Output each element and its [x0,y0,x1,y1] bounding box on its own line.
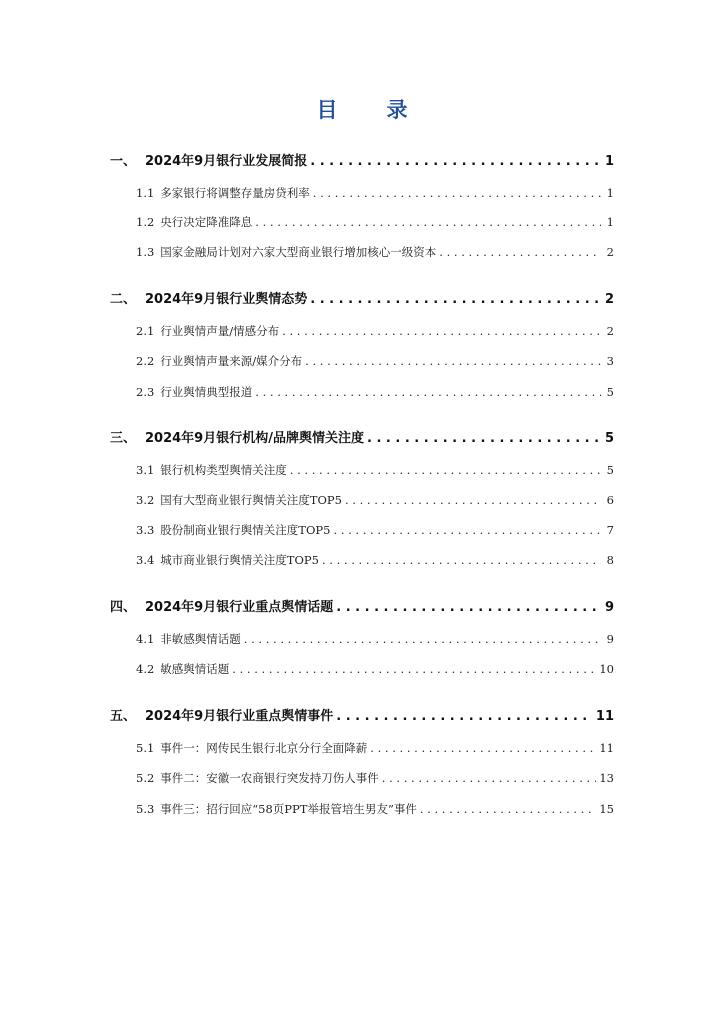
toc-section-number: 三、 [110,431,137,446]
toc-item-title: 多家银行将调整存量房贷利率 [160,186,310,200]
dot-leader [336,709,593,724]
dot-leader [305,354,601,368]
toc-item-title: 事件三：招行回应“58页PPT举报管培生男友”事件 [160,802,417,816]
dot-leader [255,215,601,229]
toc-page-number: 11 [595,709,614,724]
toc-item-number: 3.3 [136,523,155,537]
toc-item-4-2[interactable] [136,661,614,677]
toc-page-number: 11 [599,741,614,755]
toc-page-number: 9 [604,600,614,615]
toc-item-title: 敏感舆情话题 [160,662,230,676]
toc-item-5-1[interactable] [136,740,614,756]
toc-page-number: 9 [606,632,614,646]
toc-item-number: 3.2 [136,493,155,507]
toc-section-title: 2024年9月银行业发展简报 [145,154,308,169]
toc-page-number: 5 [606,385,614,399]
toc-item-number: 1.1 [136,186,155,200]
toc-item-title: 国有大型商业银行舆情关注度TOP5 [160,493,342,507]
toc-item-3-3[interactable] [136,522,614,538]
dot-leader [232,662,596,676]
toc-item-title: 非敏感舆情话题 [160,632,241,646]
dot-leader [290,463,601,477]
toc-item-number: 5.2 [136,771,155,785]
dot-leader [244,632,601,646]
dot-leader [255,385,601,399]
toc-page-number: 7 [606,523,614,537]
dot-leader [420,802,597,816]
toc-item-title: 行业舆情声量/情感分布 [160,324,280,338]
toc-item-title: 股份制商业银行舆情关注度TOP5 [160,523,331,537]
toc-item-number: 2.1 [136,324,155,338]
toc-item-2-2[interactable] [136,353,614,369]
dot-leader [382,771,597,785]
dot-leader [333,523,601,537]
toc-item-number: 2.3 [136,385,155,399]
toc-page-number: 3 [606,354,614,368]
toc-item-number: 3.4 [136,553,155,567]
dot-leader [345,493,601,507]
dot-leader [336,600,601,615]
dot-leader [322,553,601,567]
toc-item-2-3[interactable] [136,384,614,400]
toc-item-number: 5.3 [136,802,155,816]
page-title: 目 录 [316,98,422,122]
toc-item-title: 行业舆情声量来源/媒介分布 [160,354,303,368]
toc-item-5-3[interactable] [136,801,614,817]
toc-item-1-1[interactable] [136,185,614,201]
toc-page-number: 2 [606,324,614,338]
toc-item-4-1[interactable] [136,631,614,647]
toc-item-title: 国家金融局计划对六家大型商业银行增加核心一级资本 [160,245,437,259]
toc-page-number: 2 [606,245,614,259]
toc-item-3-2[interactable] [136,492,614,508]
toc-page-number: 15 [599,802,614,816]
toc-page-number: 13 [599,771,614,785]
toc-section-2[interactable] [110,288,614,307]
toc-item-number: 1.3 [136,245,155,259]
toc-page-number: 5 [604,431,614,446]
dot-leader [310,292,601,307]
toc-section-4[interactable] [110,596,614,615]
dot-leader [370,741,596,755]
toc-section-number: 一、 [110,154,137,169]
toc-item-2-1[interactable] [136,323,614,339]
toc-page-number: 2 [604,292,614,307]
toc-page-number: 1 [604,154,614,169]
toc-section-number: 二、 [110,292,137,307]
toc-item-number: 1.2 [136,215,155,229]
toc-item-title: 城市商业银行舆情关注度TOP5 [160,553,319,567]
toc-section-title: 2024年9月银行机构/品牌舆情关注度 [145,431,364,446]
dot-leader [439,245,601,259]
toc-item-number: 5.1 [136,741,155,755]
toc-item-number: 4.1 [136,632,155,646]
toc-item-3-4[interactable] [136,552,614,568]
toc-page-number: 5 [606,463,614,477]
toc-item-title: 央行决定降准降息 [160,215,253,229]
toc-item-title: 事件二：安徽一农商银行突发持刀伤人事件 [160,771,379,785]
toc-page-number: 1 [606,215,614,229]
dot-leader [313,186,601,200]
toc-item-title: 事件一：网传民生银行北京分行全面降薪 [160,741,368,755]
toc-item-number: 4.2 [136,662,155,676]
toc-page-number: 6 [606,493,614,507]
toc-item-title: 行业舆情典型报道 [160,385,253,399]
toc-section-1[interactable] [110,150,614,169]
toc-page-number: 10 [599,662,614,676]
toc-item-number: 3.1 [136,463,155,477]
toc-item-title: 银行机构类型舆情关注度 [160,463,287,477]
toc-item-3-1[interactable] [136,462,614,478]
toc-section-number: 五、 [110,709,137,724]
toc-item-1-2[interactable] [136,214,614,230]
toc-section-5[interactable] [110,705,614,724]
dot-leader [310,154,601,169]
dot-leader [282,324,601,338]
toc-item-number: 2.2 [136,354,155,368]
toc-section-number: 四、 [110,600,137,615]
toc-page-number: 8 [606,553,614,567]
toc-item-1-3[interactable] [136,244,614,260]
toc-section-title: 2024年9月银行业重点舆情事件 [145,709,334,724]
toc-page-number: 1 [606,186,614,200]
toc-section-title: 2024年9月银行业舆情态势 [145,292,308,307]
toc-section-3[interactable] [110,427,614,446]
toc-item-5-2[interactable] [136,770,614,786]
toc-section-title: 2024年9月银行业重点舆情话题 [145,600,334,615]
dot-leader [367,431,601,446]
